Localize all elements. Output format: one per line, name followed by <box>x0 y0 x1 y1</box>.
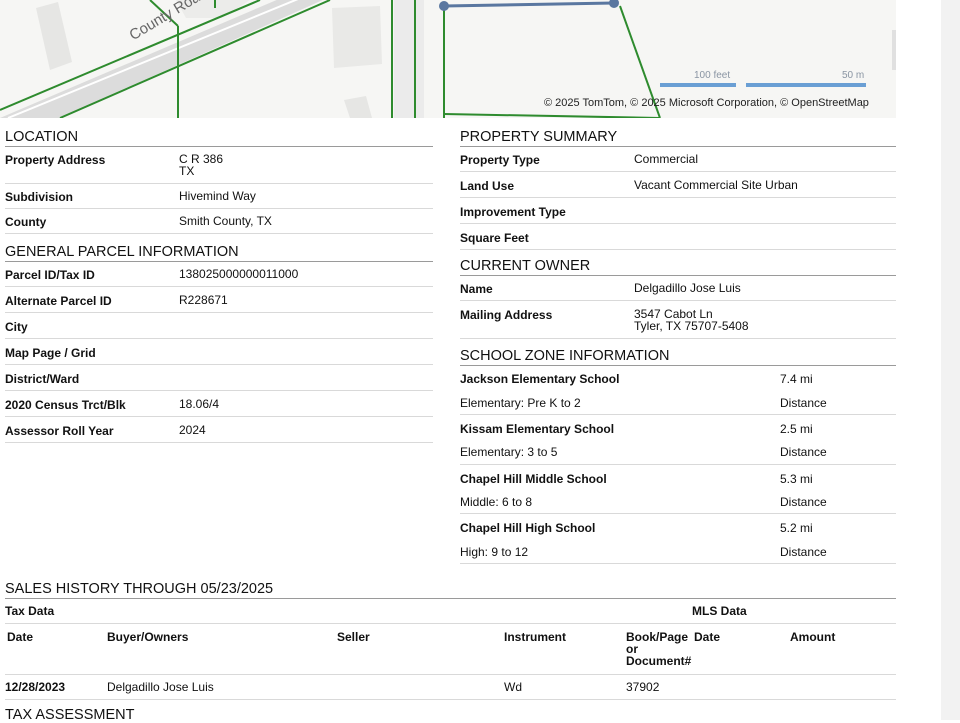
distance-label: Distance <box>780 495 827 509</box>
school-name-row <box>460 514 896 539</box>
school-distance: 5.3 mi <box>780 472 813 486</box>
section-title: CURRENT OWNER <box>460 258 896 276</box>
column-header-seller: Seller <box>337 630 370 644</box>
summary-section <box>460 129 896 250</box>
field-value: 138025000000011000 <box>179 267 299 281</box>
tax-data-label: Tax Data <box>5 604 55 618</box>
field-label: Map Page / Grid <box>5 346 96 360</box>
section-title: SALES HISTORY THROUGH 05/23/2025 <box>5 581 896 599</box>
section-title: GENERAL PARCEL INFORMATION <box>5 244 433 262</box>
field-label: 2020 Census Trct/Blk <box>5 398 126 412</box>
table-row <box>5 287 433 313</box>
section-title: PROPERTY SUMMARY <box>460 129 896 147</box>
sale-buyer: Delgadillo Jose Luis <box>107 680 214 694</box>
field-label: Property Address <box>5 153 106 167</box>
table-row <box>5 147 433 184</box>
measure-point <box>439 1 449 11</box>
school-grades-row <box>460 390 896 415</box>
school-grades: Middle: 6 to 8 <box>460 495 533 509</box>
field-value: 18.06/4 <box>179 397 220 411</box>
school-name: Kissam Elementary School <box>460 422 615 436</box>
table-row <box>5 184 433 209</box>
table-row <box>460 276 896 301</box>
school-grades-row <box>460 539 896 564</box>
table-row <box>460 301 896 339</box>
sales-header-row <box>5 624 896 675</box>
table-row <box>5 391 433 417</box>
column-header-mls-date: Date <box>694 630 721 644</box>
column-header-buyer: Buyer/Owners <box>107 630 189 644</box>
school-distance: 2.5 mi <box>780 422 813 436</box>
table-row <box>5 209 433 234</box>
table-row <box>460 172 896 198</box>
distance-label: Distance <box>780 545 827 559</box>
school-name: Jackson Elementary School <box>460 372 620 386</box>
owner-section <box>460 258 896 339</box>
school-grades-row <box>460 439 896 465</box>
scale-bar-meters <box>746 83 866 87</box>
field-label: Assessor Roll Year <box>5 424 114 438</box>
location-section <box>5 129 433 234</box>
table-row <box>5 675 896 700</box>
field-value: Vacant Commercial Site Urban <box>634 178 798 192</box>
table-row <box>5 313 433 339</box>
school-grades: High: 9 to 12 <box>460 545 529 559</box>
scale-label-feet: 100 feet <box>694 70 731 81</box>
field-label: City <box>5 320 28 334</box>
field-label: Parcel ID/Tax ID <box>5 268 95 282</box>
column-header-instrument: Instrument <box>504 630 567 644</box>
field-label: District/Ward <box>5 372 80 386</box>
table-row <box>5 262 433 287</box>
parcel-section <box>5 244 433 443</box>
field-label: Subdivision <box>5 190 74 204</box>
scale-label-meters: 50 m <box>842 70 865 81</box>
parcel-map[interactable] <box>0 0 896 118</box>
section-title: LOCATION <box>5 129 433 147</box>
field-value: Delgadillo Jose Luis <box>634 281 741 295</box>
school-section <box>460 348 896 564</box>
field-value: Commercial <box>634 152 699 166</box>
mls-data-label: MLS Data <box>692 604 747 618</box>
school-name-row <box>460 366 896 390</box>
distance-label: Distance <box>780 445 827 459</box>
school-name-row <box>460 415 896 439</box>
sale-instrument: Wd <box>504 680 522 694</box>
school-name: Chapel Hill Middle School <box>460 472 607 486</box>
field-label: Square Feet <box>460 231 529 245</box>
field-value: Hivemind Way <box>179 189 256 203</box>
distance-label: Distance <box>780 396 827 410</box>
field-label: Land Use <box>460 179 515 193</box>
school-distance: 5.2 mi <box>780 521 813 535</box>
column-header-date: Date <box>7 630 34 644</box>
field-value: R228671 <box>179 293 228 307</box>
school-name-row <box>460 465 896 489</box>
school-grades-row <box>460 489 896 514</box>
table-row <box>460 147 896 172</box>
school-name: Chapel Hill High School <box>460 521 596 535</box>
sales-subheader <box>5 599 896 624</box>
field-label: Name <box>460 282 493 296</box>
page-gutter <box>941 0 960 720</box>
scale-bar-feet <box>660 83 736 87</box>
column-header-book-page: Book/Page or Document# <box>626 630 692 668</box>
school-grades: Elementary: 3 to 5 <box>460 445 558 459</box>
tax-assessment-title: TAX ASSESSMENT <box>5 707 135 723</box>
table-row <box>460 224 896 250</box>
map-attribution: © 2025 TomTom, © 2025 Microsoft Corporation, © OpenStreetMap <box>544 97 869 109</box>
sale-book-page: 37902 <box>626 680 660 694</box>
table-row <box>5 365 433 391</box>
table-row <box>460 198 896 224</box>
table-row <box>5 339 433 365</box>
field-value: 3547 Cabot Ln Tyler, TX 75707-5408 <box>634 307 749 333</box>
column-header-amount: Amount <box>790 630 836 644</box>
school-grades: Elementary: Pre K to 2 <box>460 396 581 410</box>
school-distance: 7.4 mi <box>780 372 813 386</box>
field-value: Smith County, TX <box>179 214 272 228</box>
field-label: Alternate Parcel ID <box>5 294 112 308</box>
field-label: Mailing Address <box>460 308 553 322</box>
sale-date: 12/28/2023 <box>5 680 66 694</box>
field-value: 2024 <box>179 423 206 437</box>
section-title: SCHOOL ZONE INFORMATION <box>460 348 896 366</box>
field-value: C R 386 TX <box>179 152 224 178</box>
table-row <box>5 417 433 443</box>
field-label: County <box>5 215 47 229</box>
building-shape <box>332 6 382 68</box>
field-label: Property Type <box>460 153 540 167</box>
sales-history-section <box>5 581 896 700</box>
field-label: Improvement Type <box>460 205 566 219</box>
